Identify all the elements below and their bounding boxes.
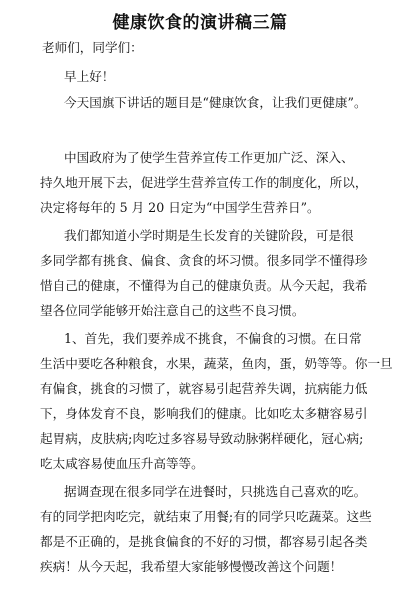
- paragraph-4-line-3: 都是不正确的，是挑食偏食的不好的习惯，都容易引起各类: [40, 534, 368, 549]
- paragraph-2-line-1: 我们都知道小学时期是生长发育的关键阶段，可是很: [64, 228, 354, 243]
- paragraph-4-line-1: 据调查现在很多同学在进餐时，只挑选自己喜欢的吃。: [64, 484, 367, 499]
- paragraph-1-line-3: 决定将每年的 5 月 20 日定为“中国学生营养日”。: [40, 200, 320, 215]
- paragraph-2-line-3: 惜自己的健康，不懂得为自己的健康负责。从今天起，我希: [40, 278, 368, 293]
- document-title: 健康饮食的演讲稿三篇: [112, 13, 288, 33]
- greeting: 早上好！: [64, 69, 115, 84]
- paragraph-3-line-3: 有偏食，挑食的习惯了，就容易引起营养失调，抗病能力低: [40, 381, 368, 396]
- paragraph-1-line-1: 中国政府为了使学生营养宣传工作更加广泛、深入、: [64, 150, 354, 165]
- paragraph-3-line-4: 下，身体发育不良，影响我们的健康。比如吃太多糖容易引: [40, 406, 368, 421]
- paragraph-3-line-2: 生活中要吃各种粮食，水果，蔬菜，鱼肉，蛋，奶等等。你一旦: [40, 356, 393, 371]
- paragraph-3-line-6: 吃太咸容易使血压升高等等。: [40, 456, 204, 471]
- salutation: 老师们，同学们：: [42, 40, 143, 55]
- paragraph-2-line-2: 多同学都有挑食、偏食、贪食的坏习惯。很多同学不懂得珍: [40, 253, 368, 268]
- paragraph-1-line-2: 持久地开展下去，促进学生营养宣传工作的制度化，所以，: [40, 175, 368, 190]
- paragraph-3-line-1: 1、首先，我们要养成不挑食，不偏食的习惯。在日常: [64, 331, 362, 346]
- paragraph-2-line-4: 望各位同学能够开始注意自己的这些不良习惯。: [40, 303, 305, 318]
- paragraph-4-line-4: 疾病！从今天起，我希望大家能够慢慢改善这个问题！: [40, 559, 343, 574]
- paragraph-3-line-5: 起胃病，皮肤病;肉吃过多容易导致动脉粥样硬化，冠心病;: [40, 431, 364, 446]
- speech-topic: 今天国旗下讲话的题目是“健康饮食，让我们更健康”。: [64, 95, 367, 110]
- paragraph-4-line-2: 有的同学把肉吃完，就结束了用餐;有的同学只吃蔬菜。这些: [40, 509, 372, 524]
